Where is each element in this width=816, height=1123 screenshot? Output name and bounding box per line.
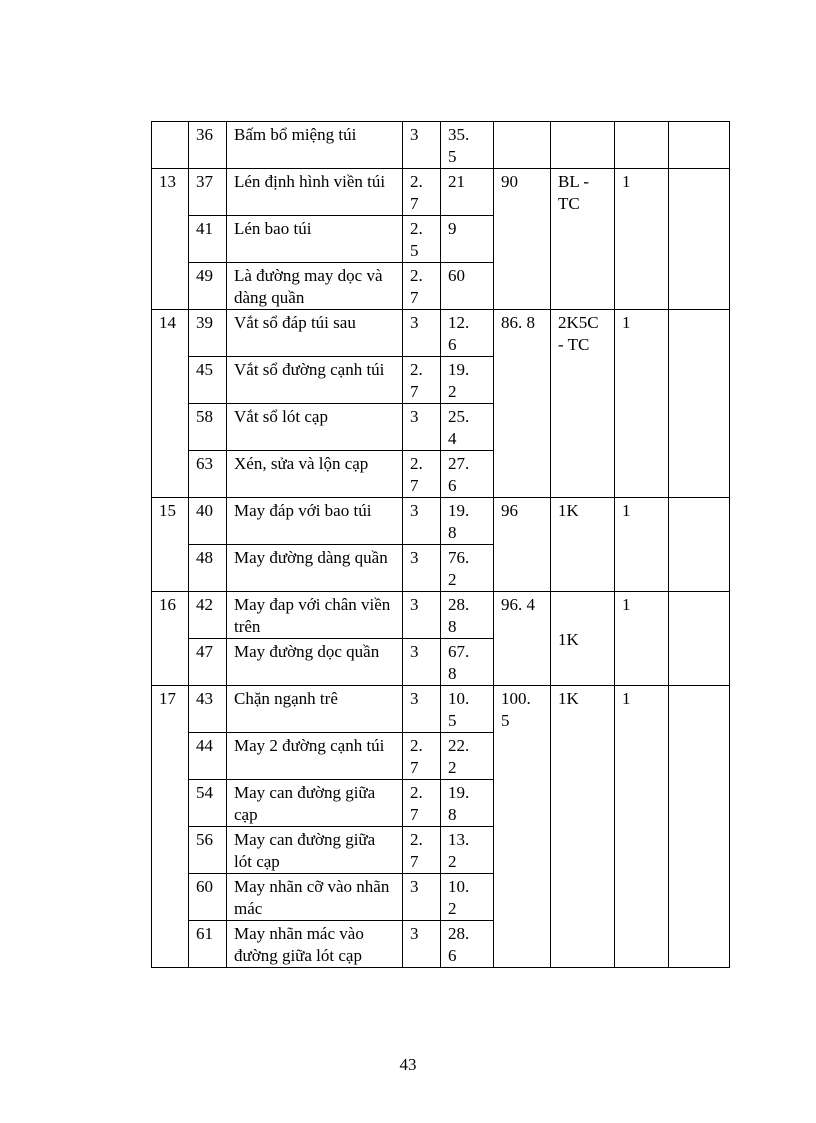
operation-name-cell: Vắt sổ đường cạnh túi [227,357,403,404]
time-factor-cell: 2. 7 [403,780,441,827]
operation-number-cell: 61 [189,921,227,968]
time-cell: 28. 6 [441,921,494,968]
operation-number-cell: 39 [189,310,227,357]
operation-name-cell: Lén định hình viền túi [227,169,403,216]
operation-number-cell: 63 [189,451,227,498]
time-cell: 35. 5 [441,122,494,169]
time-factor-cell: 3 [403,592,441,639]
equipment-cell: 2K5C - TC [551,310,615,498]
note-cell [669,686,730,968]
time-factor-cell: 2. 7 [403,451,441,498]
equipment-cell: BL - TC [551,169,615,310]
group-number-cell: 14 [152,310,189,498]
operations-table [151,121,730,968]
time-factor-cell: 3 [403,545,441,592]
operation-number-cell: 40 [189,498,227,545]
time-cell: 28. 8 [441,592,494,639]
operation-number-cell: 54 [189,780,227,827]
time-cell: 10. 2 [441,874,494,921]
workers-cell: 1 [615,592,669,686]
note-cell [669,122,730,169]
time-factor-cell: 2. 7 [403,357,441,404]
operation-name-cell: Vắt sổ lót cạp [227,404,403,451]
time-factor-cell: 3 [403,639,441,686]
equipment-cell: 1K [551,592,615,686]
time-cell: 13. 2 [441,827,494,874]
operation-number-cell: 48 [189,545,227,592]
table-row [152,310,730,357]
time-factor-cell: 3 [403,404,441,451]
operation-name-cell: May can đường giữa cạp [227,780,403,827]
operation-name-cell: May đap với chân viền trên [227,592,403,639]
time-factor-cell: 2. 7 [403,827,441,874]
operation-name-cell: May nhãn mác vào đường giữa lót cạp [227,921,403,968]
note-cell [669,169,730,310]
workers-cell: 1 [615,169,669,310]
operation-number-cell: 43 [189,686,227,733]
time-cell: 67. 8 [441,639,494,686]
time-factor-cell: 2. 7 [403,733,441,780]
equipment-cell: 1K [551,686,615,968]
group-number-cell [152,122,189,169]
workers-cell [615,122,669,169]
group-number-cell: 17 [152,686,189,968]
operation-number-cell: 41 [189,216,227,263]
equipment-cell: 1K [551,498,615,592]
operation-name-cell: Lén bao túi [227,216,403,263]
time-factor-cell: 3 [403,874,441,921]
operation-name-cell: May 2 đường cạnh túi [227,733,403,780]
time-factor-cell: 2. 5 [403,216,441,263]
operation-name-cell: May đáp với bao túi [227,498,403,545]
group-number-cell: 15 [152,498,189,592]
operation-name-cell: May đường dàng quần [227,545,403,592]
note-cell [669,310,730,498]
table-row [152,592,730,639]
time-cell: 19. 8 [441,780,494,827]
operation-name-cell: Là đường may dọc và dàng quần [227,263,403,310]
operation-number-cell: 36 [189,122,227,169]
group-total-cell [494,122,551,169]
group-total-cell: 96 [494,498,551,592]
workers-cell: 1 [615,498,669,592]
note-cell [669,592,730,686]
workers-cell: 1 [615,686,669,968]
page-number: 43 [399,1055,417,1074]
time-cell: 60 [441,263,494,310]
time-factor-cell: 3 [403,498,441,545]
operation-number-cell: 49 [189,263,227,310]
time-cell: 19. 2 [441,357,494,404]
group-total-cell: 86. 8 [494,310,551,498]
time-factor-cell: 3 [403,310,441,357]
group-total-cell: 96. 4 [494,592,551,686]
operation-name-cell: Bấm bổ miệng túi [227,122,403,169]
group-number-cell: 13 [152,169,189,310]
equipment-cell [551,122,615,169]
time-cell: 27. 6 [441,451,494,498]
time-factor-cell: 3 [403,921,441,968]
operation-number-cell: 58 [189,404,227,451]
table-row [152,122,730,169]
operation-number-cell: 56 [189,827,227,874]
time-factor-cell: 3 [403,122,441,169]
operation-number-cell: 44 [189,733,227,780]
time-cell: 12. 6 [441,310,494,357]
time-cell: 25. 4 [441,404,494,451]
group-number-cell: 16 [152,592,189,686]
time-cell: 21 [441,169,494,216]
table-row [152,498,730,545]
table-row [152,169,730,216]
operation-name-cell: Vắt sổ đáp túi sau [227,310,403,357]
operation-name-cell: May nhãn cỡ vào nhãn mác [227,874,403,921]
group-total-cell: 90 [494,169,551,310]
operation-number-cell: 45 [189,357,227,404]
time-cell: 22. 2 [441,733,494,780]
time-cell: 76. 2 [441,545,494,592]
note-cell [669,498,730,592]
time-factor-cell: 3 [403,686,441,733]
operation-number-cell: 37 [189,169,227,216]
time-factor-cell: 2. 7 [403,263,441,310]
time-factor-cell: 2. 7 [403,169,441,216]
operation-number-cell: 47 [189,639,227,686]
operations-table-body [152,122,730,968]
time-cell: 9 [441,216,494,263]
time-cell: 19. 8 [441,498,494,545]
operation-name-cell: May đường dọc quần [227,639,403,686]
table-row [152,686,730,733]
time-cell: 10. 5 [441,686,494,733]
operation-name-cell: Chặn ngạnh trê [227,686,403,733]
group-total-cell: 100. 5 [494,686,551,968]
operation-name-cell: May can đường giữa lót cạp [227,827,403,874]
workers-cell: 1 [615,310,669,498]
operation-number-cell: 42 [189,592,227,639]
operation-number-cell: 60 [189,874,227,921]
operation-name-cell: Xén, sửa và lộn cạp [227,451,403,498]
